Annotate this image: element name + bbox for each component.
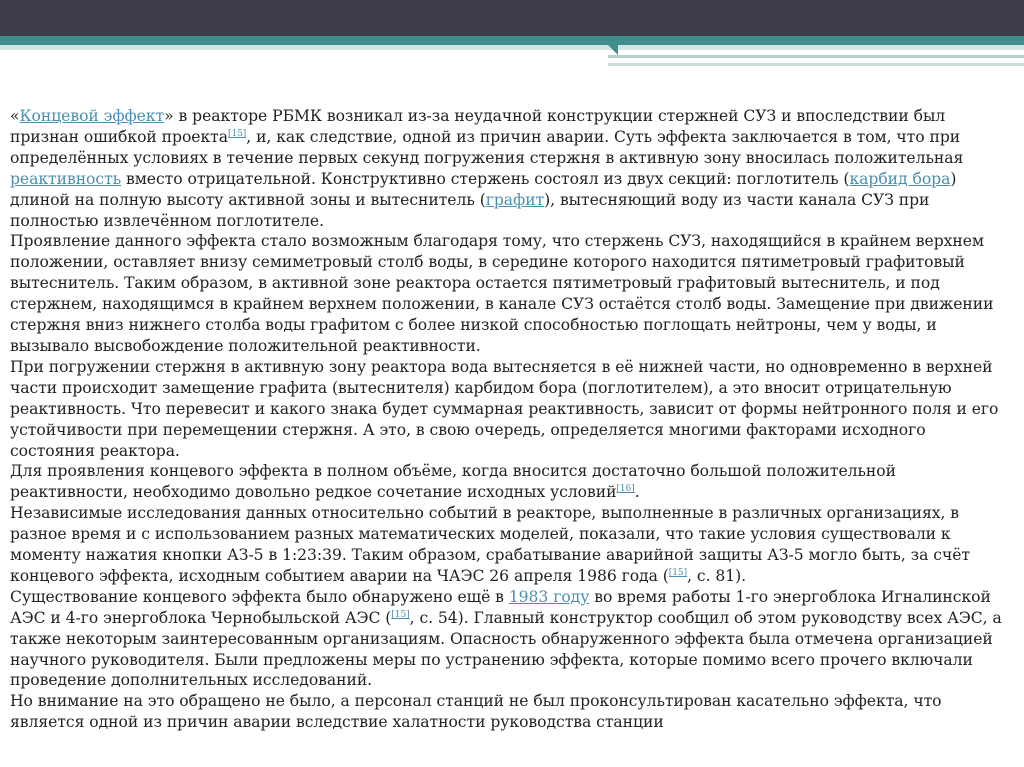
header-accent-strip-lower bbox=[608, 63, 1024, 66]
paragraph-5: Независимые исследования данных относительно событий в реакторе, выполненные в различных организациях, в разное время и с использованием разных математических моделей, показали, что такие условия существовали к моменту нажатия кнопки АЗ-5 в 1:23:39. Таким образом, срабатывание аварийной защиты АЗ-5 могло быть, за счёт концевого эффекта, исходным событием аварии на ЧАЭС 26 апреля 1986 года ([15], с. 81). bbox=[10, 504, 970, 585]
link-year-1983[interactable]: 1983 году bbox=[508, 587, 590, 606]
footnote-link-15-b[interactable]: [15] bbox=[668, 567, 688, 578]
link-graphite[interactable]: графит bbox=[485, 190, 545, 209]
footnote-link-15-c[interactable]: [15] bbox=[391, 609, 410, 620]
header-teal-band bbox=[0, 36, 1024, 45]
footnote-ref-15-c bbox=[391, 610, 409, 620]
header-accent-strip bbox=[608, 55, 1024, 58]
footnote-ref-15-b bbox=[669, 568, 687, 578]
link-reactivity[interactable]: реактивность bbox=[10, 169, 122, 188]
footnote-ref-16 bbox=[616, 484, 634, 494]
paragraph-1: «Концевой эффект» в реакторе РБМК возникал из-за неудачной конструкции стержней СУЗ и впоследствии был признан ошибкой проекта[15], и, как следствие, одной из причин аварии. Суть эффекта заключается в том, что при определённых условиях в течение первых секунд погружения стержня в активную зону вносилась положительная реактивность вместо отрицательной. Конструктивно стержень состоял из двух секций: поглотитель (карбид бора) длиной на полную высоту активной зоны и вытеснитель (графит), вытесняющий воду из части канала СУЗ при полностью извлечённом поглотителе. bbox=[10, 107, 964, 230]
slide-body-text bbox=[10, 106, 1013, 733]
header-dark-band bbox=[0, 0, 1024, 36]
header-light-band bbox=[0, 45, 1024, 50]
link-end-effect[interactable]: Концевой эффект bbox=[19, 107, 165, 125]
paragraph-4: Для проявления концевого эффекта в полном объёме, когда вносится достаточно большой положительной реактивности, необходимо довольно редкое сочетание исходных условий[16]. bbox=[10, 462, 896, 502]
footnote-ref-15 bbox=[228, 129, 246, 139]
link-boron-carbide[interactable]: карбид бора bbox=[849, 169, 951, 188]
footnote-link-15[interactable]: [15] bbox=[227, 128, 247, 139]
paragraph-3: При погружении стержня в активную зону реактора вода вытесняется в её нижней части, но одновременно в верхней части происходит замещение графита (вытеснителя) карбидом бора (поглотителем), а это вносит отрицательную реактивность. Что перевесит и какого знака будет суммарная реактивность, зависит от формы нейтронного поля и его устойчивости при перемещении стержня. А это, в свою очередь, определяется многими факторами исходного состояния реактора. bbox=[10, 357, 999, 460]
paragraph-7: Но внимание на это обращено не было, а персонал станций не был проконсультирован касательно эффекта, что является одной из причин аварии вследствие халатности руководства станции bbox=[10, 692, 942, 732]
paragraph-6: Существование концевого эффекта было обнаружено ещё в 1983 году во время работы 1-го энергоблока Игналинской АЭС и 4-го энергоблока Чернобыльской АЭС ([15], с. 54). Главный конструктор сообщил об этом руководству всех АЭС, а также некоторым заинтересованным организациям. Опасность обнаруженного эффекта была отмечена организацией научного руководителя. Были предложены меры по устранению эффекта, которые помимо всего прочего включали проведение дополнительных исследований. bbox=[10, 587, 1002, 690]
header-notch-decoration bbox=[608, 45, 618, 55]
paragraph-2: Проявление данного эффекта стало возможным благодаря тому, что стержень СУЗ, находящийся в крайнем верхнем положении, оставляет внизу семиметровый столб воды, в середине которого находится пятиметровый графитовый вытеснитель. Таким образом, в активной зоне реактора остается пятиметровый графитовый вытеснитель, и под стержнем, находящимся в крайнем верхнем положении, в канале СУЗ остаётся столб воды. Замещение при движении стержня вниз нижнего столба воды графитом с более низкой способностью поглощать нейтроны, чем у воды, и вызывало высвобождение положительной реактивности. bbox=[10, 232, 994, 355]
footnote-link-16[interactable]: [16] bbox=[616, 484, 635, 495]
